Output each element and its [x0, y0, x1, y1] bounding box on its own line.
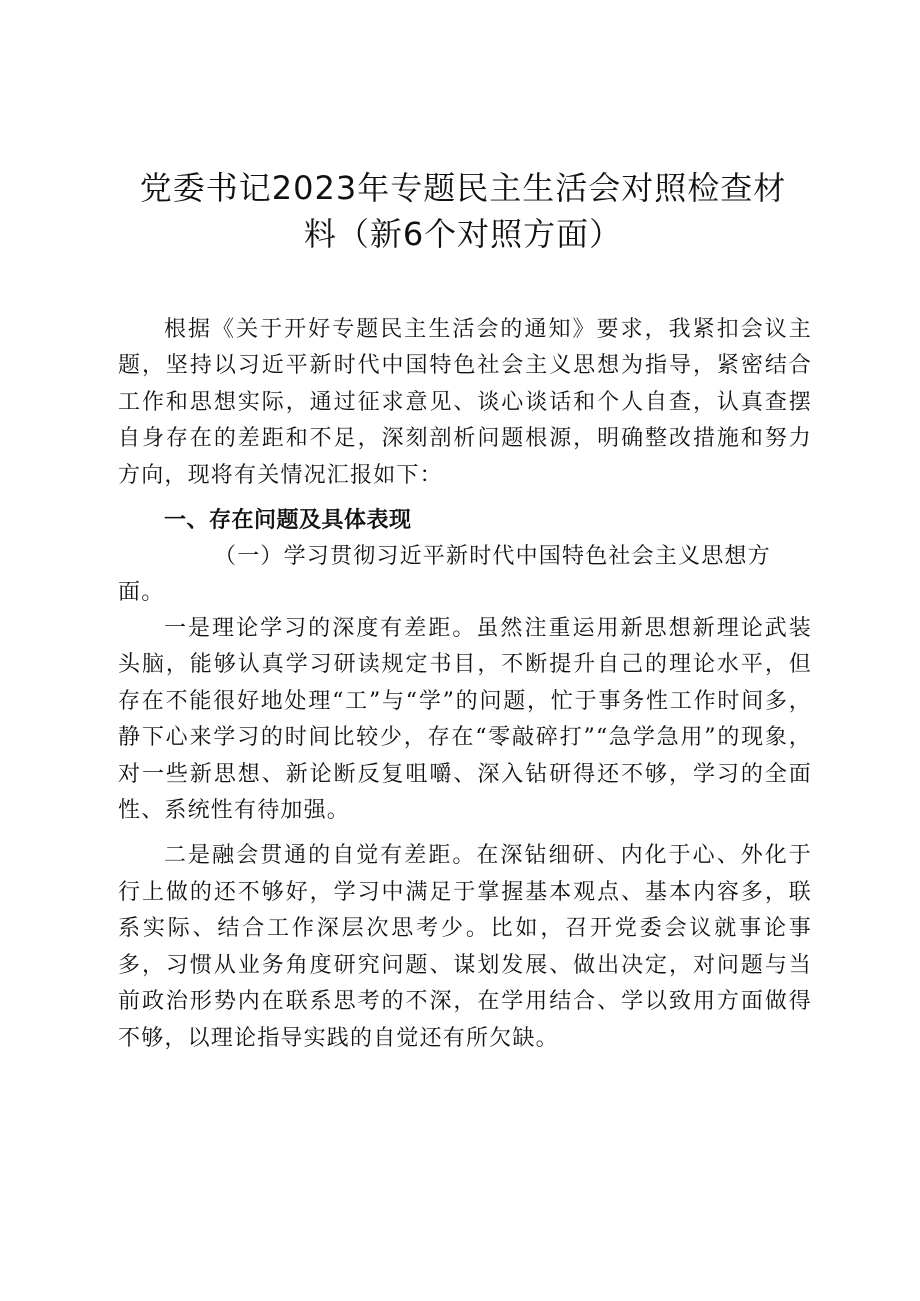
paragraph-point-2: 二是融会贯通的自觉有差距。在深钻细研、内化于心、外化于行上做的还不够好，学习中满足于掌握基本观点、基本内容多，联系实际、结合工作深层次思考少。比如，召开党委会议就事论事多，习惯从业务角度研究问题、谋划发展、做出决定，对问题与当前政治形势内在联系思考的不深，在学用结合、学以致用方面做得不够，以理论指导实践的自觉还有所欠缺。	[118, 843, 812, 1051]
intro-paragraph: 根据《关于开好专题民主生活会的通知》要求，我紧扣会议主题，坚持以习近平新时代中国特色社会主义思想为指导，紧密结合工作和思想实际，通过征求意见、谈心谈话和个人自查，认真查摆自身存在的差距和不足，深刻剖析问题根源，明确整改措施和努力方向，现将有关情况汇报如下：	[118, 317, 812, 488]
section-heading: 一、存在问题及具体表现	[164, 508, 412, 534]
document-body	[118, 312, 812, 1057]
document-title	[118, 165, 808, 257]
title-line-2: 料（新6个对照方面）	[303, 215, 623, 253]
paragraph-point-1: 一是理论学习的深度有差距。虽然注重运用新思想新理论武装头脑，能够认真学习研读规定书目，不断提升自己的理论水平，但存在不能很好地处理“工”与“学”的问题，忙于事务性工作时间多，静下心来学习的时间比较少，存在“零敲碎打”“急学急用”的现象，对一些新思想、新论断反复咀嚼、深入钻研得还不够，学习的全面性、系统性有待加强。	[118, 616, 812, 824]
title-line-1: 党委书记2023年专题民主生活会对照检查材	[139, 169, 787, 207]
subsection-heading: （一）学习贯彻习近平新时代中国特色社会主义思想方面。	[118, 544, 771, 606]
